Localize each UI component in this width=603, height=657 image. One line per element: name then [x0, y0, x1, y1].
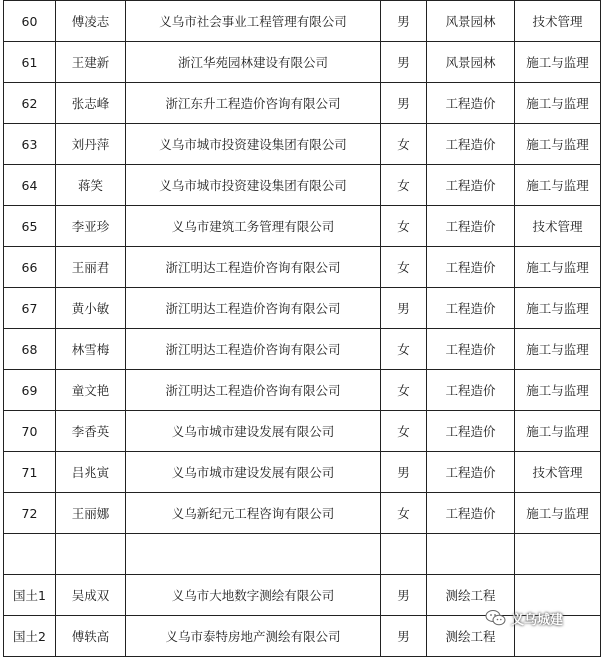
cell-category: 施工与监理	[515, 83, 601, 124]
cell-category: 施工与监理	[515, 247, 601, 288]
cell-name: 李香英	[56, 411, 126, 452]
cell-name: 傅轶高	[56, 616, 126, 657]
cell-company: 义乌市城市投资建设集团有限公司	[126, 124, 381, 165]
table-row	[4, 534, 601, 575]
table-body	[4, 1, 601, 657]
cell-category: 施工与监理	[515, 124, 601, 165]
table-row	[4, 206, 601, 247]
cell-gender	[381, 534, 427, 575]
cell-specialty: 工程造价	[427, 493, 515, 534]
cell-specialty: 工程造价	[427, 165, 515, 206]
cell-name: 吴成双	[56, 575, 126, 616]
cell-company: 义乌市大地数字测绘有限公司	[126, 575, 381, 616]
cell-number: 72	[4, 493, 56, 534]
cell-company: 浙江东升工程造价咨询有限公司	[126, 83, 381, 124]
cell-name: 王建新	[56, 42, 126, 83]
table-row	[4, 493, 601, 534]
cell-specialty: 工程造价	[427, 329, 515, 370]
table-row	[4, 83, 601, 124]
cell-name: 蒋笑	[56, 165, 126, 206]
cell-gender: 男	[381, 575, 427, 616]
cell-category: 施工与监理	[515, 329, 601, 370]
cell-company: 浙江明达工程造价咨询有限公司	[126, 288, 381, 329]
cell-specialty: 风景园林	[427, 42, 515, 83]
cell-company: 义乌市城市投资建设集团有限公司	[126, 165, 381, 206]
cell-gender: 女	[381, 370, 427, 411]
table-row	[4, 1, 601, 42]
cell-category: 施工与监理	[515, 165, 601, 206]
cell-gender: 女	[381, 411, 427, 452]
cell-specialty: 工程造价	[427, 83, 515, 124]
cell-number: 66	[4, 247, 56, 288]
cell-specialty: 工程造价	[427, 452, 515, 493]
cell-number: 64	[4, 165, 56, 206]
cell-company: 义乌市城市建设发展有限公司	[126, 411, 381, 452]
cell-number: 61	[4, 42, 56, 83]
table-row	[4, 42, 601, 83]
watermark-text: 义乌城建	[511, 612, 564, 628]
cell-number: 69	[4, 370, 56, 411]
cell-number	[4, 534, 56, 575]
table-row	[4, 288, 601, 329]
cell-category: 技术管理	[515, 1, 601, 42]
cell-company: 浙江华苑园林建设有限公司	[126, 42, 381, 83]
wechat-icon	[485, 609, 507, 627]
cell-gender: 男	[381, 1, 427, 42]
cell-number: 国土2	[4, 616, 56, 657]
cell-gender: 男	[381, 616, 427, 657]
cell-name: 傅凌志	[56, 1, 126, 42]
table-row	[4, 165, 601, 206]
table-row	[4, 411, 601, 452]
cell-category: 技术管理	[515, 452, 601, 493]
cell-gender: 男	[381, 83, 427, 124]
cell-category	[515, 534, 601, 575]
cell-category: 施工与监理	[515, 288, 601, 329]
cell-name: 林雪梅	[56, 329, 126, 370]
cell-number: 国土1	[4, 575, 56, 616]
personnel-table	[3, 0, 601, 657]
cell-name: 黄小敏	[56, 288, 126, 329]
cell-number: 71	[4, 452, 56, 493]
cell-specialty: 工程造价	[427, 288, 515, 329]
cell-company	[126, 534, 381, 575]
cell-number: 60	[4, 1, 56, 42]
cell-company: 义乌市社会事业工程管理有限公司	[126, 1, 381, 42]
cell-number: 68	[4, 329, 56, 370]
cell-name: 吕兆寅	[56, 452, 126, 493]
cell-specialty: 工程造价	[427, 124, 515, 165]
cell-gender: 女	[381, 493, 427, 534]
cell-name: 王丽娜	[56, 493, 126, 534]
cell-specialty: 测绘工程	[427, 575, 515, 616]
cell-number: 65	[4, 206, 56, 247]
cell-specialty	[427, 534, 515, 575]
cell-specialty: 工程造价	[427, 370, 515, 411]
cell-company: 义乌市城市建设发展有限公司	[126, 452, 381, 493]
cell-name: 张志峰	[56, 83, 126, 124]
cell-number: 63	[4, 124, 56, 165]
cell-gender: 男	[381, 288, 427, 329]
cell-specialty: 风景园林	[427, 1, 515, 42]
cell-name: 刘丹萍	[56, 124, 126, 165]
table-row	[4, 329, 601, 370]
cell-category: 施工与监理	[515, 42, 601, 83]
cell-specialty: 工程造价	[427, 247, 515, 288]
cell-category: 施工与监理	[515, 493, 601, 534]
cell-category: 技术管理	[515, 206, 601, 247]
cell-company: 义乌新纪元工程咨询有限公司	[126, 493, 381, 534]
table-row	[4, 124, 601, 165]
watermark	[485, 606, 597, 630]
cell-gender: 男	[381, 452, 427, 493]
table-row	[4, 247, 601, 288]
cell-number: 70	[4, 411, 56, 452]
table-row	[4, 370, 601, 411]
cell-gender: 女	[381, 329, 427, 370]
cell-category: 施工与监理	[515, 370, 601, 411]
cell-category: 施工与监理	[515, 411, 601, 452]
cell-gender: 女	[381, 247, 427, 288]
cell-company: 浙江明达工程造价咨询有限公司	[126, 329, 381, 370]
cell-specialty: 工程造价	[427, 206, 515, 247]
cell-gender: 女	[381, 165, 427, 206]
cell-specialty: 工程造价	[427, 411, 515, 452]
cell-number: 62	[4, 83, 56, 124]
cell-company: 义乌市建筑工务管理有限公司	[126, 206, 381, 247]
cell-company: 浙江明达工程造价咨询有限公司	[126, 370, 381, 411]
cell-company: 义乌市泰特房地产测绘有限公司	[126, 616, 381, 657]
cell-number: 67	[4, 288, 56, 329]
cell-gender: 男	[381, 42, 427, 83]
cell-gender: 女	[381, 124, 427, 165]
cell-specialty: 测绘工程	[427, 616, 515, 657]
cell-name	[56, 534, 126, 575]
cell-name: 童文艳	[56, 370, 126, 411]
cell-gender: 女	[381, 206, 427, 247]
cell-name: 王丽君	[56, 247, 126, 288]
table-row	[4, 452, 601, 493]
cell-company: 浙江明达工程造价咨询有限公司	[126, 247, 381, 288]
cell-name: 李亚珍	[56, 206, 126, 247]
